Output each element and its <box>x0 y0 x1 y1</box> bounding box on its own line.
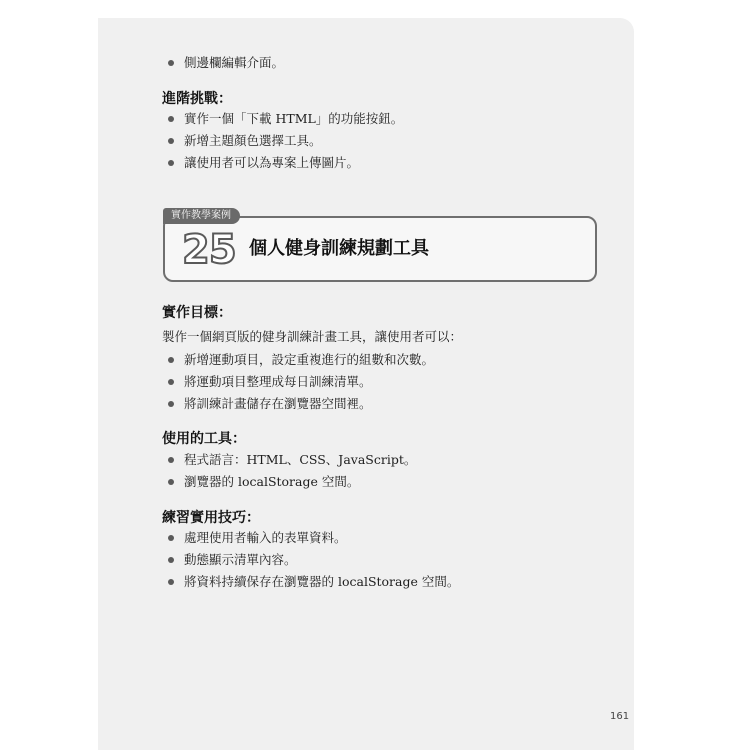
list-item <box>98 393 618 415</box>
advanced-list <box>98 108 618 174</box>
bullet-icon <box>168 379 174 385</box>
bullet-icon <box>168 401 174 407</box>
bullet-icon <box>168 138 174 144</box>
goals-list <box>98 349 618 415</box>
list-item <box>98 449 618 471</box>
tools-heading: 使用的工具： <box>162 431 246 447</box>
list-item <box>98 108 618 130</box>
intro-list <box>98 52 618 74</box>
bullet-icon <box>168 557 174 563</box>
list-item-text: 側邊欄編輯介面。 <box>184 55 285 70</box>
list-item <box>98 130 618 152</box>
list-item <box>98 371 618 393</box>
list-item-text: 讓使用者可以為專案上傳圖片。 <box>184 155 360 170</box>
goals-heading: 實作目標： <box>162 305 232 321</box>
case-number: 25 <box>182 227 236 273</box>
case-tag: 實作教學案例 <box>163 208 240 224</box>
list-item-text: 實作一個「下載 HTML」的功能按鈕。 <box>184 111 404 126</box>
list-item-text: 新增運動項目，設定重複進行的組數和次數。 <box>184 352 435 367</box>
goals-intro: 製作一個網頁版的健身訓練計畫工具，讓使用者可以： <box>162 329 463 344</box>
bullet-icon <box>168 357 174 363</box>
list-item-text: 將運動項目整理成每日訓練清單。 <box>184 374 372 389</box>
list-item-text: 瀏覽器的 localStorage 空間。 <box>184 474 360 489</box>
skills-list <box>98 527 618 593</box>
bullet-icon <box>168 535 174 541</box>
list-item-text: 將資料持續保存在瀏覽器的 localStorage 空間。 <box>184 574 460 589</box>
page-number: 161 <box>610 711 630 722</box>
list-item-text: 處理使用者輸入的表單資料。 <box>184 530 347 545</box>
bullet-icon <box>168 160 174 166</box>
list-item <box>98 527 618 549</box>
list-item <box>98 549 618 571</box>
tools-list <box>98 449 618 493</box>
list-item-text: 將訓練計畫儲存在瀏覽器空間裡。 <box>184 396 372 411</box>
list-item <box>98 152 618 174</box>
list-item <box>98 52 618 74</box>
bullet-icon <box>168 479 174 485</box>
advanced-heading: 進階挑戰： <box>162 91 232 107</box>
list-item-text: 程式語言：HTML、CSS、JavaScript。 <box>184 452 417 467</box>
list-item-text: 動態顯示清單內容。 <box>184 552 297 567</box>
list-item <box>98 471 618 493</box>
book-page <box>98 18 634 750</box>
bullet-icon <box>168 116 174 122</box>
list-item <box>98 349 618 371</box>
bullet-icon <box>168 60 174 66</box>
list-item <box>98 571 618 593</box>
bullet-icon <box>168 457 174 463</box>
skills-heading: 練習實用技巧： <box>162 510 260 526</box>
bullet-icon <box>168 579 174 585</box>
list-item-text: 新增主題顏色選擇工具。 <box>184 133 322 148</box>
case-title: 個人健身訓練規劃工具 <box>249 238 429 259</box>
